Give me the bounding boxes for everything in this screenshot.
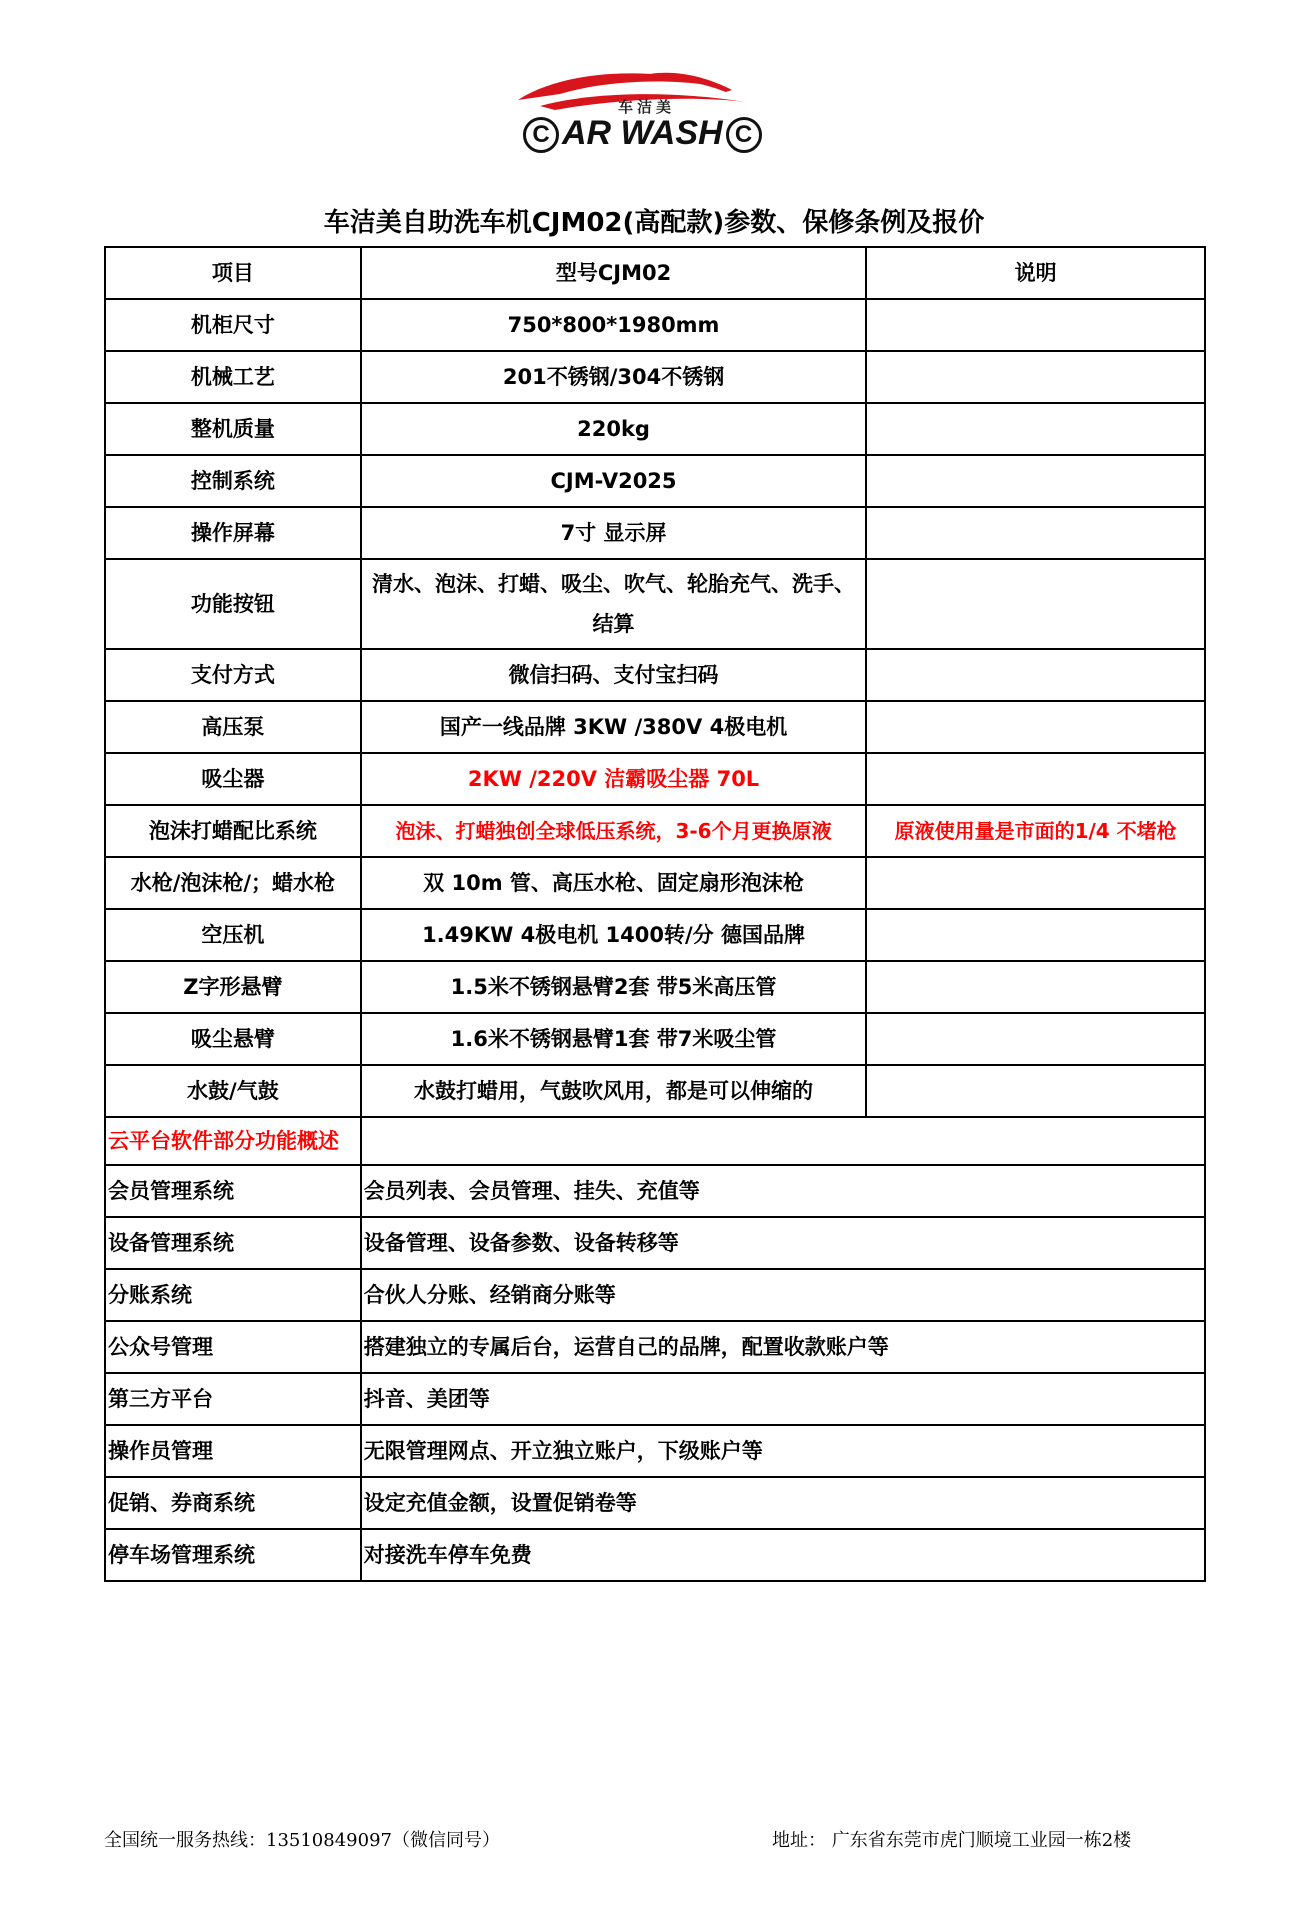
spec-note — [866, 299, 1205, 351]
cloud-row — [105, 1321, 1205, 1373]
spec-table — [104, 246, 1206, 1582]
cloud-feature-name: 促销、券商系统 — [105, 1477, 361, 1529]
logo-chinese-text: 车洁美 — [618, 98, 676, 116]
cloud-feature-desc: 设备管理、设备参数、设备转移等 — [361, 1217, 1205, 1269]
spec-item: 机柜尺寸 — [105, 299, 361, 351]
header-model: 型号CJM02 — [361, 247, 867, 299]
spec-value: 清水、泡沫、打蜡、吸尘、吹气、轮胎充气、洗手、结算 — [361, 559, 867, 649]
spec-value: 泡沫、打蜡独创全球低压系统，3-6个月更换原液 — [361, 805, 867, 857]
spec-note — [866, 507, 1205, 559]
cloud-feature-name: 会员管理系统 — [105, 1165, 361, 1217]
spec-note — [866, 649, 1205, 701]
spec-value: CJM-V2025 — [361, 455, 867, 507]
spec-item: 整机质量 — [105, 403, 361, 455]
cloud-feature-desc: 搭建独立的专属后台，运营自己的品牌，配置收款账户等 — [361, 1321, 1205, 1373]
cloud-heading: 云平台软件部分功能概述 — [105, 1117, 361, 1165]
footer-hotline: 全国统一服务热线：13510849097（微信同号） — [104, 1830, 500, 1851]
spec-value: 7寸 显示屏 — [361, 507, 867, 559]
cloud-row — [105, 1529, 1205, 1581]
spec-note — [866, 753, 1205, 805]
cloud-feature-name: 公众号管理 — [105, 1321, 361, 1373]
cloud-feature-desc: 无限管理网点、开立独立账户，下级账户等 — [361, 1425, 1205, 1477]
spec-item: 控制系统 — [105, 455, 361, 507]
spec-value: 水鼓打蜡用，气鼓吹风用，都是可以伸缩的 — [361, 1065, 867, 1117]
spec-row — [105, 753, 1205, 805]
spec-item: 水鼓/气鼓 — [105, 1065, 361, 1117]
company-logo — [500, 62, 760, 162]
cloud-row — [105, 1477, 1205, 1529]
spec-item: 吸尘器 — [105, 753, 361, 805]
spec-value: 双 10m 管、高压水枪、固定扇形泡沫枪 — [361, 857, 867, 909]
spec-value: 微信扫码、支付宝扫码 — [361, 649, 867, 701]
spec-value: 国产一线品牌 3KW /380V 4极电机 — [361, 701, 867, 753]
spec-value: 220kg — [361, 403, 867, 455]
spec-item: 水枪/泡沫枪/；蜡水枪 — [105, 857, 361, 909]
spec-row — [105, 649, 1205, 701]
cloud-feature-desc: 对接洗车停车免费 — [361, 1529, 1205, 1581]
spec-item: Z字形悬臂 — [105, 961, 361, 1013]
spec-item: 吸尘悬臂 — [105, 1013, 361, 1065]
spec-row — [105, 1013, 1205, 1065]
spec-row — [105, 559, 1205, 649]
spec-row — [105, 701, 1205, 753]
spec-row — [105, 455, 1205, 507]
spec-row — [105, 507, 1205, 559]
spec-row — [105, 299, 1205, 351]
spec-note — [866, 701, 1205, 753]
cloud-feature-desc: 会员列表、会员管理、挂失、充值等 — [361, 1165, 1205, 1217]
cloud-row — [105, 1373, 1205, 1425]
spec-note — [866, 1013, 1205, 1065]
spec-item: 空压机 — [105, 909, 361, 961]
spec-note — [866, 403, 1205, 455]
spec-row — [105, 1065, 1205, 1117]
spec-row — [105, 805, 1205, 857]
cloud-row — [105, 1217, 1205, 1269]
cloud-feature-name: 第三方平台 — [105, 1373, 361, 1425]
spec-value: 2KW /220V 洁霸吸尘器 70L — [361, 753, 867, 805]
spec-item: 支付方式 — [105, 649, 361, 701]
spec-value: 1.6米不锈钢悬臂1套 带7米吸尘管 — [361, 1013, 867, 1065]
spec-value: 201不锈钢/304不锈钢 — [361, 351, 867, 403]
spec-item: 功能按钮 — [105, 559, 361, 649]
spec-note — [866, 455, 1205, 507]
spec-note — [866, 351, 1205, 403]
logo-car-wash-text: AR WASH — [562, 114, 723, 152]
cloud-feature-name: 操作员管理 — [105, 1425, 361, 1477]
spec-note — [866, 559, 1205, 649]
spec-note: 原液使用量是市面的1/4 不堵枪 — [866, 805, 1205, 857]
spec-item: 泡沫打蜡配比系统 — [105, 805, 361, 857]
spec-item: 操作屏幕 — [105, 507, 361, 559]
header-note: 说明 — [866, 247, 1205, 299]
spec-note — [866, 909, 1205, 961]
spec-row — [105, 857, 1205, 909]
header-item: 项目 — [105, 247, 361, 299]
spec-note — [866, 961, 1205, 1013]
cloud-feature-desc: 设定充值金额，设置促销卷等 — [361, 1477, 1205, 1529]
cloud-feature-desc: 合伙人分账、经销商分账等 — [361, 1269, 1205, 1321]
spec-row — [105, 909, 1205, 961]
spec-item: 高压泵 — [105, 701, 361, 753]
table-header-row — [105, 247, 1205, 299]
cloud-heading-blank — [361, 1117, 1205, 1165]
logo-circle-c-left: C — [523, 117, 559, 153]
footer-address: 地址： 广东省东莞市虎门顺境工业园一栋2楼 — [772, 1830, 1132, 1851]
spec-value: 1.49KW 4极电机 1400转/分 德国品牌 — [361, 909, 867, 961]
cloud-heading-row — [105, 1117, 1205, 1165]
cloud-row — [105, 1165, 1205, 1217]
cloud-row — [105, 1425, 1205, 1477]
logo-english-text — [520, 114, 765, 153]
document-title: 车洁美自助洗车机CJM02(高配款)参数、保修条例及报价 — [323, 208, 985, 238]
spec-value: 1.5米不锈钢悬臂2套 带5米高压管 — [361, 961, 867, 1013]
spec-value: 750*800*1980mm — [361, 299, 867, 351]
spec-note — [866, 1065, 1205, 1117]
cloud-feature-name: 停车场管理系统 — [105, 1529, 361, 1581]
cloud-row — [105, 1269, 1205, 1321]
cloud-feature-desc: 抖音、美团等 — [361, 1373, 1205, 1425]
logo-circle-c-right: C — [726, 117, 762, 153]
spec-row — [105, 351, 1205, 403]
spec-row — [105, 961, 1205, 1013]
spec-item: 机械工艺 — [105, 351, 361, 403]
spec-note — [866, 857, 1205, 909]
cloud-feature-name: 设备管理系统 — [105, 1217, 361, 1269]
spec-row — [105, 403, 1205, 455]
cloud-feature-name: 分账系统 — [105, 1269, 361, 1321]
